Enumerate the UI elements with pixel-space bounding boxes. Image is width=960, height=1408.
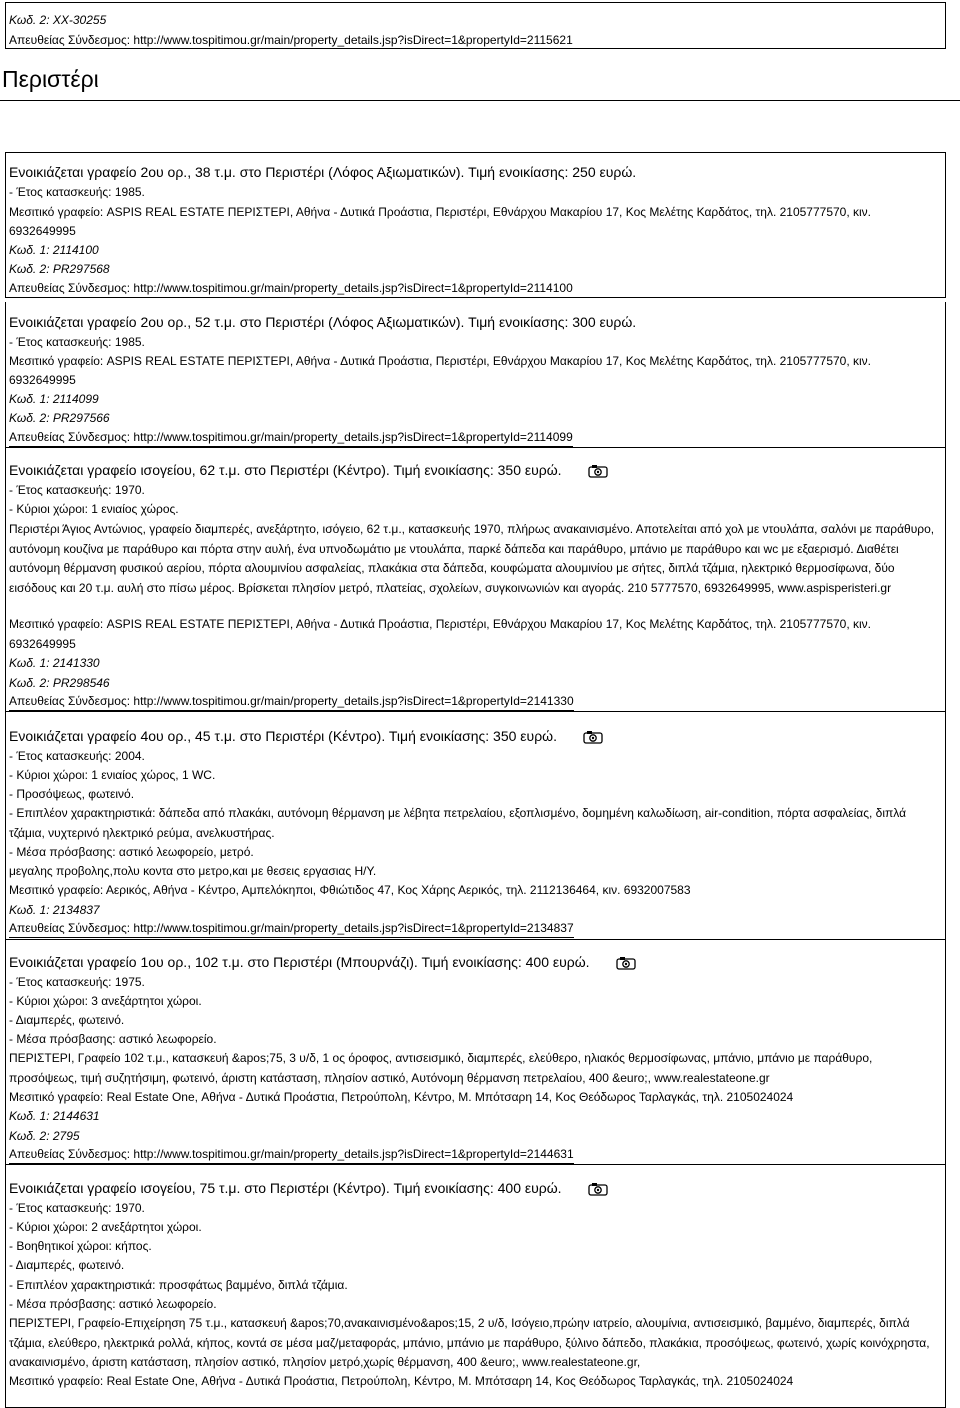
listing-year: - Έτος κατασκευής: 2004. (9, 749, 145, 763)
listing-extra-features: - Επιπλέον χαρακτηριστικά: δάπεδα από πλακάκι, αυτόνομη θέρμανση με λέβητα πετρελαίου, εξοπλισμένο, δομημένη καλωδίωση, air-condition, πόρτα ασφαλείας, διπλά τζάμια, νυχτερινό ηλεκτρικό ρεύμα, ανελκυστήρας. (9, 806, 907, 840)
listing-code2: Κωδ. 2: PR297566 (9, 411, 110, 425)
listing-code2: Κωδ. 2: PR298546 (9, 676, 110, 690)
listing-code1: Κωδ. 1: 2144631 (9, 1109, 100, 1123)
listing-direct-link[interactable]: Απευθείας Σύνδεσμος: http://www.tospitimou.gr/main/property_details.jsp?isDirect=1&propertyId=2114099 (9, 429, 573, 447)
section-title: Περιστέρι (2, 66, 99, 92)
listing-code1: Κωδ. 1: 2114100 (9, 243, 99, 257)
listing-access: - Μέσα πρόσβασης: αστικό λεωφορείο. (9, 1297, 217, 1311)
listing-box (5, 940, 946, 1165)
listing-title: Ενοικιάζεται γραφείο 1ου ορ., 102 τ.μ. στο Περιστέρι (Μπουρνάζι). Τιμή ενοικίασης: 400 ευρώ. (9, 954, 590, 970)
listing-box (5, 302, 946, 448)
listing-title: Ενοικιάζεται γραφείο 4ου ορ., 45 τ.μ. στο Περιστέρι (Κέντρο). Τιμή ενοικίασης: 350 ευρώ. (9, 728, 557, 744)
listing-features: - Διαμπερές, φωτεινό. (9, 1013, 125, 1027)
listing-code1: Κωδ. 1: 2134837 (9, 903, 100, 917)
listing-year: - Έτος κατασκευής: 1975. (9, 975, 145, 989)
listing-mobile: 6932649995 (9, 637, 76, 651)
listing-features: - Προσόψεως, φωτεινό. (9, 787, 135, 801)
listing-direct-link[interactable]: Απευθείας Σύνδεσμος: http://www.tospitimou.gr/main/property_details.jsp?isDirect=1&propertyId=2134837 (9, 920, 574, 938)
listing-title: Ενοικιάζεται γραφείο ισογείου, 62 τ.μ. στο Περιστέρι (Κέντρο). Τιμή ενοικίασης: 350 ευρώ. (9, 462, 562, 478)
listing-mobile: 6932649995 (9, 224, 76, 238)
listing-description: ΠΕΡΙΣΤΕΡΙ, Γραφείο 102 τ.μ., κατασκευή &apos;75, 3 υ/δ, 1 ος όροφος, αντισεισμικό, διαμπερές, ελεύθερο, ηλιακός θερμοσίφωνας, μπάνιο, μπάνιο με παράθυρο, προσόψεως, τιμή συζητήσιμη, φωτεινό, άριστη κατάσταση, πλησίον αστικό, Αυτόνομη θέρμανση πετρελαίου, 400 &euro;, www.realestateone.gr (9, 1051, 873, 1085)
listing-box (5, 1165, 946, 1408)
top-direct-link[interactable]: Απευθείας Σύνδεσμος: http://www.tospitimou.gr/main/property_details.jsp?isDirect=1&propertyId=2115621 (9, 33, 573, 47)
listing-year: - Έτος κατασκευής: 1970. (9, 483, 145, 497)
section-header (0, 52, 960, 101)
listing-rooms: - Κύριοι χώροι: 2 ανεξάρτητοι χώροι. (9, 1220, 202, 1234)
top-code2: Κωδ. 2: XX-30255 (9, 13, 107, 27)
listing-code2: Κωδ. 2: PR297568 (9, 262, 110, 276)
listing-title: Ενοικιάζεται γραφείο ισογείου, 75 τ.μ. στο Περιστέρι (Κέντρο). Τιμή ενοικίασης: 400 ευρώ. (9, 1180, 562, 1196)
listing-office: Μεσιτικό γραφείο: ASPIS REAL ESTATE ΠΕΡΙΣΤΕΡΙ, Αθήνα - Δυτικά Προάστια, Περιστέρι, Εθνάρχου Μακαρίου 17, Κος Μελέτης Καρδάτος, τηλ. 2105777570, κιν. (9, 205, 872, 219)
listing-direct-link[interactable]: Απευθείας Σύνδεσμος: http://www.tospitimou.gr/main/property_details.jsp?isDirect=1&propertyId=2141330 (9, 693, 574, 711)
listing-direct-link[interactable]: Απευθείας Σύνδεσμος: http://www.tospitimou.gr/main/property_details.jsp?isDirect=1&propertyId=2144631 (9, 1146, 574, 1164)
listing-code1: Κωδ. 1: 2141330 (9, 656, 100, 670)
listing-mobile: 6932649995 (9, 373, 76, 387)
listing-code1: Κωδ. 1: 2114099 (9, 392, 99, 406)
listing-aux-rooms: - Βοηθητικοί χώροι: κήπος. (9, 1239, 152, 1253)
listing-rooms: - Κύριοι χώροι: 3 ανεξάρτητοι χώροι. (9, 994, 202, 1008)
listing-extra-features: - Επιπλέον χαρακτηριστικά: προσφάτως βαμμένο, διπλά τζάμια. (9, 1278, 348, 1292)
listing-office: Μεσιτικό γραφείο: Real Estate One, Αθήνα - Δυτικά Προάστια, Πετρούπολη, Κέντρο, Μ. Μπότσαρη 14, Κος Θεόδωρος Ταρλαγκάς, τηλ. 2105024024 (9, 1090, 794, 1104)
listing-description: ΠΕΡΙΣΤΕΡΙ, Γραφείο-Επιχείρηση 75 τ.μ., κατασκευή &apos;70,ανακαινισμένο&apos;15, 2 υ/δ, Ισόγειο,πρώην ιατρείο, αλουμίνια, αντισεισμικό, βαμμένο, διαμπερές, διπλά τζάμια, ελεύθερο, ηλεκτρικά ρολλά, κήπος, κοντά σε μέσα μαζ/μεταφοράς, μπάνιο, μπάνιο με παράθυρο, ξύλινο δάπεδο, πλακάκια, προσόψεως, φωτεινό, χωρίς κοινόχρηστα, ανακαινισμένο, άριστη κατάσταση, πλησίον αστικό, πλησίον μετρό,χωρίς θέρμανση, 400 &euro;, www.realestateone.gr, (9, 1316, 930, 1369)
listing-description: Περιστέρι Άγιος Αντώνιος, γραφείο διαμπερές, ανεξάρτητο, ισόγειο, 62 τ.μ., κατασκευής 1970, πλήρως ανακαινισμένο. Αποτελείται από χολ με ντουλάπα, σαλόνι με παράθυρο, αυτόνομη κουζίνα με παράθυρο και πόρτα στην αυλή, ένα υπνοδωμάτιο με ντουλάπα, παρκέ δάπεδα και παράθυρο, μπάνιο με παράθυρο και wc με εξαερισμό. Διαθέτει αυτόνομη θέρμανση φυσικού αερίου, πόρτα αλουμινίου ασφαλείας, πλακάκια στα δάπεδα, κουφώματα αλουμινίου με σήτες, διπλά τζάμια, ηλεκτρικό θερμοσίφωνα, δύο εισόδους και 20 τ.μ. αυλή στο πίσω μέρος. Βρίσκεται πλησίον μετρό, πλατείας, σχολείων, συγκοινωνιών και αγοράς. 210 5777570, 6932649995, www.aspisperisteri.gr (9, 522, 935, 595)
listing-features: - Διαμπερές, φωτεινό. (9, 1258, 125, 1272)
listing-access: - Μέσα πρόσβασης: αστικό λεωφορείο. (9, 1032, 217, 1046)
listing-office: Μεσιτικό γραφείο: ASPIS REAL ESTATE ΠΕΡΙΣΤΕΡΙ, Αθήνα - Δυτικά Προάστια, Περιστέρι, Εθνάρχου Μακαρίου 17, Κος Μελέτης Καρδάτος, τηλ. 2105777570, κιν. (9, 354, 872, 368)
listing-year: - Έτος κατασκευής: 1985. (9, 335, 145, 349)
listing-office: Μεσιτικό γραφείο: Αερικός, Αθήνα - Κέντρο, Αμπελόκηποι, Φθιώτιδος 47, Κος Χάρης Αερικός, τηλ. 2112136464, κιν. 6932007583 (9, 883, 691, 897)
listing-direct-link[interactable]: Απευθείας Σύνδεσμος: http://www.tospitimou.gr/main/property_details.jsp?isDirect=1&propertyId=2114100 (9, 280, 573, 298)
listing-box (5, 712, 946, 940)
listing-access: - Μέσα πρόσβασης: αστικό λεωφορείο, μετρό. (9, 845, 254, 859)
listing-office: Μεσιτικό γραφείο: Real Estate One, Αθήνα - Δυτικά Προάστια, Πετρούπολη, Κέντρο, Μ. Μπότσαρη 14, Κος Θεόδωρος Ταρλαγκάς, τηλ. 2105024024 (9, 1374, 794, 1388)
listing-year: - Έτος κατασκευής: 1970. (9, 1201, 145, 1215)
listing-rooms: - Κύριοι χώροι: 1 ενιαίος χώρος. (9, 502, 179, 516)
listing-rooms: - Κύριοι χώροι: 1 ενιαίος χώρος, 1 WC. (9, 768, 216, 782)
listing-year: - Έτος κατασκευής: 1985. (9, 185, 145, 199)
listing-box (5, 448, 946, 712)
listing-title: Ενοικιάζεται γραφείο 2ου ορ., 38 τ.μ. στο Περιστέρι (Λόφος Αξιωματικών). Τιμή ενοικίασης: 250 ευρώ. (9, 164, 637, 180)
listing-code2: Κωδ. 2: 2795 (9, 1129, 80, 1143)
listing-office: Μεσιτικό γραφείο: ASPIS REAL ESTATE ΠΕΡΙΣΤΕΡΙ, Αθήνα - Δυτικά Προάστια, Περιστέρι, Εθνάρχου Μακαρίου 17, Κος Μελέτης Καρδάτος, τηλ. 2105777570, κιν. (9, 617, 872, 631)
listing-title: Ενοικιάζεται γραφείο 2ου ορ., 52 τ.μ. στο Περιστέρι (Λόφος Αξιωματικών). Τιμή ενοικίασης: 300 ευρώ. (9, 314, 637, 330)
listing-description: μεγαλης προβολης,πολυ κοντα στο μετρο,και με θεσεις εργασιας Η/Υ. (9, 864, 377, 878)
